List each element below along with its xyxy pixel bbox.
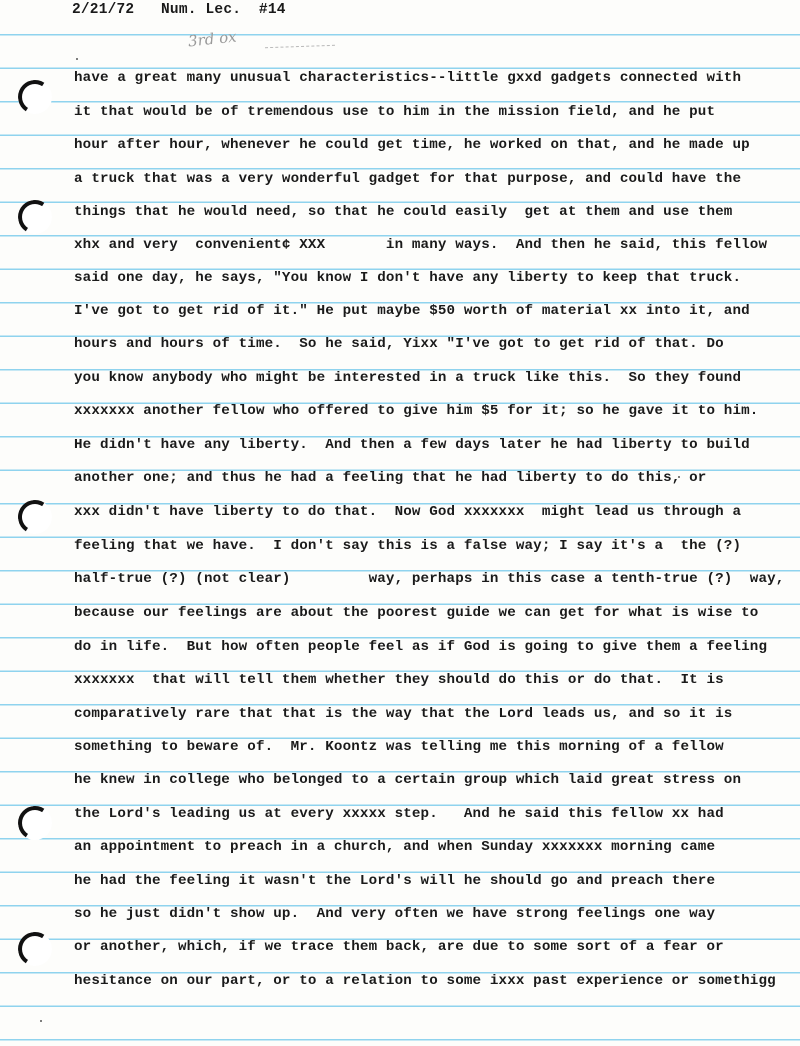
binder-hole-icon bbox=[15, 77, 55, 117]
binder-hole-icon bbox=[15, 497, 55, 537]
text-line: do in life. But how often people feel as if God is going to give them a feeling bbox=[74, 639, 768, 655]
text-line: said one day, he says, "You know I don't have any liberty to keep that truck. bbox=[74, 270, 742, 286]
text-line: xxxxxxx that will tell them whether they should do this or do that. It is bbox=[74, 672, 724, 688]
text-line: a truck that was a very wonderful gadget for that purpose, and could have the bbox=[74, 171, 742, 187]
text-line: you know anybody who might be interested in a truck like this. So they found bbox=[74, 370, 742, 386]
text-line: comparatively rare that that is the way that the Lord leads us, and so it is bbox=[74, 706, 733, 722]
text-line: I've got to get rid of it." He put maybe $50 worth of material xx into it, and bbox=[74, 303, 750, 319]
text-line: because our feelings are about the poorest guide we can get for what is wise to bbox=[74, 605, 759, 621]
text-line: another one; and thus he had a feeling that he had liberty to do this, or bbox=[74, 470, 707, 486]
text-line: hours and hours of time. So he said, Yixx "I've got to get rid of that. Do bbox=[74, 336, 724, 352]
paper-speck bbox=[76, 58, 78, 60]
text-line: things that he would need, so that he could easily get at them and use them bbox=[74, 204, 733, 220]
text-line: it that would be of tremendous use to him in the mission field, and he put bbox=[74, 104, 716, 120]
text-line: feeling that we have. I don't say this is a false way; I say it's a the (?) bbox=[74, 538, 742, 554]
text-line: so he just didn't show up. And very often we have strong feelings one way bbox=[74, 906, 716, 922]
paper-speck bbox=[40, 1020, 42, 1022]
text-line: an appointment to preach in a church, and when Sunday xxxxxxx morning came bbox=[74, 839, 716, 855]
text-line: half-true (?) (not clear) way, perhaps in this case a tenth-true (?) way, bbox=[74, 571, 785, 587]
binder-hole-icon bbox=[15, 803, 55, 843]
text-line: xxxxxxx another fellow who offered to give him $5 for it; so he gave it to him. bbox=[74, 403, 759, 419]
text-line: something to beware of. Mr. Koontz was telling me this morning of a fellow bbox=[74, 739, 724, 755]
text-line: have a great many unusual characteristics--little gxxd gadgets connected with bbox=[74, 70, 742, 86]
handwritten-note: 3rd ox bbox=[187, 27, 238, 51]
text-line: xxx didn't have liberty to do that. Now God xxxxxxx might lead us through a bbox=[74, 504, 742, 520]
text-line: He didn't have any liberty. And then a few days later he had liberty to build bbox=[74, 437, 750, 453]
text-line: the Lord's leading us at every xxxxx step. And he said this fellow xx had bbox=[74, 806, 724, 822]
text-line: hesitance on our part, or to a relation to some ixxx past experience or somethigg bbox=[74, 973, 776, 989]
text-line: he knew in college who belonged to a certain group which laid great stress on bbox=[74, 772, 742, 788]
binder-hole-icon bbox=[15, 929, 55, 969]
pencil-dash-mark bbox=[265, 45, 335, 49]
page-header: 2/21/72 Num. Lec. #14 bbox=[72, 2, 286, 18]
binder-hole-icon bbox=[15, 197, 55, 237]
text-line: he had the feeling it wasn't the Lord's will he should go and preach there bbox=[74, 873, 716, 889]
text-line: xhx and very convenient¢ XXX in many ways. And then he said, this fellow bbox=[74, 237, 768, 253]
text-line: hour after hour, whenever he could get time, he worked on that, and he made up bbox=[74, 137, 750, 153]
text-line: or another, which, if we trace them back, are due to some sort of a fear or bbox=[74, 939, 724, 955]
